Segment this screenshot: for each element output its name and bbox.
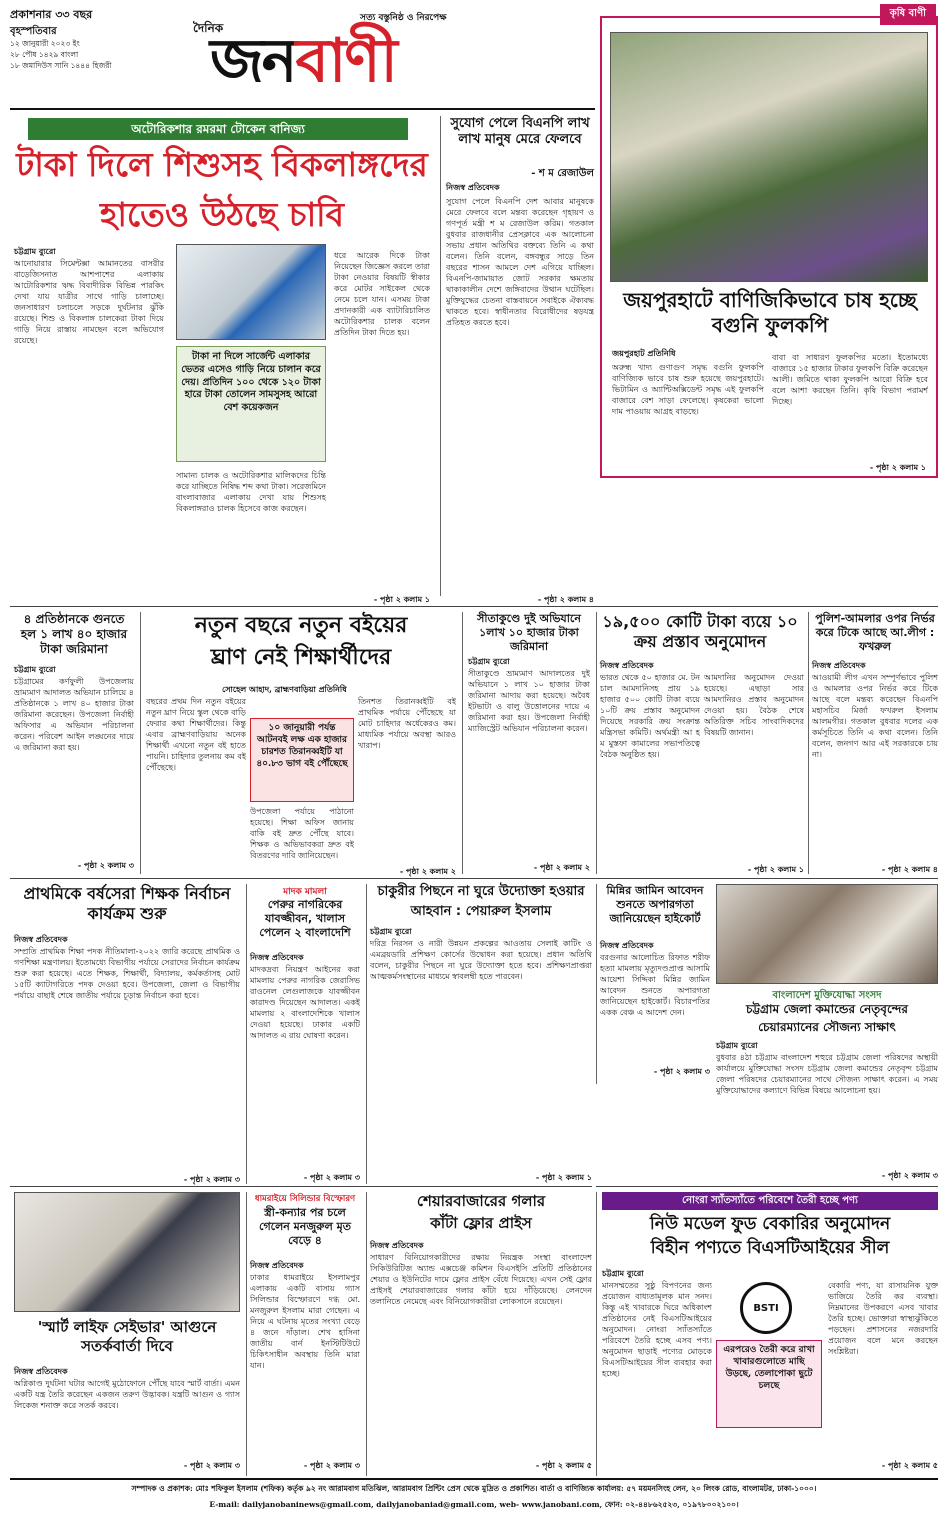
col-divider-fine <box>140 612 141 874</box>
police-byline: নিজস্ব প্রতিবেদক <box>812 660 866 670</box>
krishi-byline: জয়পুরহাট প্রতিনিধি <box>612 348 676 358</box>
row1-rule <box>10 606 938 607</box>
krishi-col2: বাবা বা সাধারণ ফুলকপির মতো। ইতোমধ্যে বাজারে ১৫ হাজার টাকার ফুলকপি বিক্রি করেছেন আলী। জমিতে থাকা ফুলকপি আরো বিক্রি হবে বলে আশা করছেন তিনি। কৃষি বিভাগ পরামর্শ দিচ্ছে। <box>772 353 928 407</box>
mukti-headline-1: চট্টগ্রাম জেলা কমান্ডের নেতৃবৃন্দের <box>745 1002 909 1016</box>
sitakunda-continued: - পৃষ্ঠা ২ কলাম ২ <box>533 862 590 872</box>
dhamrai-body: ঢাকার ধামরাইয়ে ইসলামপুর এলাকায় একটি বাসায় গ্যাস সিলিন্ডার বিস্ফোরণে দগ্ধ মো. মনজুরুল ইসলাম মারা গেছেন। এ নিয়ে এ ঘটনায় মৃতের সংখ্যা বেড়ে ৪ জনে দাঁড়াল। শেখ হাসিনা জাতীয় বার্ন ইনস্টিটিউটে চিকিৎসাধীন অবস্থায় তিনি মারা যান। <box>250 1273 360 1371</box>
masthead-date-en: ১২ জানুয়ারী ২০২৩ ইং <box>10 39 80 48</box>
krishi-headline: জয়পুরহাটে বাণিজিকিভাবে চাষ হচ্ছে বগুনি ফুলকপি <box>623 288 917 337</box>
mirpur-byline: নিজস্ব প্রতিবেদক <box>600 940 654 950</box>
bnp-headline: সুযোগ পেলে বিএনপি লাখ লাখ মানুষ মেরে ফেলবে <box>450 116 590 148</box>
autorickshaw-photo <box>176 244 326 340</box>
krishi-box <box>600 8 938 478</box>
share-headline-2: কাঁটা ফ্লোর প্রাইস <box>430 1214 532 1232</box>
books-headline-1: নতুন বছরে নতুন বইয়ের <box>194 613 408 638</box>
books-col3: তিনশত তিরানব্বইটি বই প্রাথমিক পর্যায়ে পৌঁছেছে যা মোট চাহিদার অর্ধেকেরও কম। মাধ্যমিক পর্যায়ে অবস্থা আরও খারাপ। <box>358 697 456 751</box>
books-col2: উপজেলা পর্যায়ে পাঠানো হয়েছে। শিক্ষা অফিস জানায় বাকি বই দ্রুত পৌঁছে যাবে। শিক্ষক ও অভিভাবকরা দ্রুত বই বিতরণের দাবি জানিয়েছেন। <box>250 807 354 861</box>
col-divider-purchase <box>808 612 809 874</box>
bakery-continued: - পৃষ্ঠা ২ কলাম ৫ <box>881 1460 938 1470</box>
mirpur-body: বরগুনার আলোচিত রিফাত শরীফ হত্যা মামলায় মৃত্যুদণ্ডপ্রাপ্ত আসামি আয়েশা সিদ্দিকা মিন্নির জামিন আবেদন শুনতে অপারগতা জানিয়েছেন হাইকোর্ট। বিচারপতির একক বেঞ্চ এ আদেশ দেন। <box>600 953 710 1018</box>
sitakunda-body: সীতাকুণ্ডে ভ্রাম্যমাণ আদালতের দুই অভিযানে ১ লাখ ১০ হাজার টাকা জরিমানা আদায় করা হয়েছে। অবৈধ ইটভাটা ও বালু উত্তোলনের দায়ে এ জরিমানা করা হয়। উপজেলা নির্বাহী ম্যাজিস্ট্রেট অভিযান পরিচালনা করেন। <box>468 669 590 734</box>
fine-continued: - পৃষ্ঠা ২ কলাম ৩ <box>77 860 134 870</box>
col-divider-dhamrai <box>366 1192 367 1476</box>
dhamrai-headline: স্ত্রী-কন্যার পর চলে গেলেন মনজুরুল মৃত বেড়ে ৪ <box>258 1206 352 1247</box>
drug-continued: - পৃষ্ঠা ২ কলাম ৩ <box>303 1172 360 1182</box>
entre-continued: - পৃষ্ঠা ২ কলাম ১ <box>535 1172 592 1182</box>
smartlife-headline: 'স্মার্ট লাইফ সেইভার' আগুনে সতর্কবার্তা দিবে <box>37 1318 217 1355</box>
bakery-headline-1: নিউ মডেল ফুড বেকারির অনুমোদন <box>649 1214 891 1234</box>
purchase-headline: ১৯,৫০০ কোটি টাকা ব্যয়ে ১০ ক্রয় প্রস্তাব অনুমোদন <box>602 612 798 651</box>
bakery-box: এরপরেও তৈরী করে রাখা খাবারগুলোতে মাছি উড়ছে, তেলাপোকা ছুটে চলছে <box>716 1340 822 1428</box>
row2-rule <box>10 878 938 879</box>
sitakunda-headline: সীতাকুণ্ডে দুই অভিযানে ১লাখ ১০ হাজার টাকা জরিমানা <box>477 612 581 653</box>
lead-col1: আনোয়ারার সিমেন্টক্সা আমানতের বাসরীর বাড়েজিসনাত আশপাশের এলাকায় আটোরিকশার ঋদ্ধ বিবাদীরিক বিভিন্ন পারকিং দেখা যায় যাত্রীর সাথে গাড়ি চালাচ্ছে। জনসাধারণ চলাচলে সড়কে দুর্ঘটনার ঝুঁকি রয়েছে। শিশু ও বিকলাঙ্গ চালকেরা টাকা দিয়ে গাড়ি নিয়ে রাস্তায় নামছেন বলে অভিযোগ রয়েছে। <box>14 259 164 346</box>
masthead-daily: দৈনিক <box>193 21 224 35</box>
fine-body: চট্টগ্রামের কর্ণফুলী উপজেলায় ভ্রাম্যমাণ আদালত অভিযান চালিয়ে ৪ প্রতিষ্ঠানকে ১ লাখ ৪০ হাজার টাকা জরিমানা করেছেন। উপজেলা নির্বাহী অফিসার এ অভিযান পরিচালনা করেন। পরিবেশ আইন লঙ্ঘনের দায়ে এ জরিমানা করা হয়। <box>14 677 134 753</box>
bakery-headline-2: বিহীন পণ্যতে বিএসটিআইয়ের সীল <box>650 1238 890 1258</box>
share-continued: - পৃষ্ঠা ২ কলাম ৫ <box>535 1460 592 1470</box>
col-divider-drug <box>366 884 367 1184</box>
books-byline: সোহেল আহাদ, ব্রাহ্মণবাড়িয়া প্রতিনিধি <box>222 684 347 694</box>
mukti-label: বাংলাদেশ মুক্তিযোদ্ধা সংসদ <box>772 990 882 1001</box>
col-divider-sitakunda <box>596 612 597 874</box>
masthead-date-bn: ২৮ পৌষ ১৪২৯ বাংলা <box>10 50 79 59</box>
purchase-continued: - পৃষ্ঠা ২ কলাম ১ <box>747 864 804 874</box>
dhamrai-continued: - পৃষ্ঠা ২ কলাম ৩ <box>303 1460 360 1470</box>
mukti-continued: - পৃষ্ঠা ২ কলাম ৩ <box>881 1170 938 1180</box>
logo-part-a: জন <box>210 26 296 96</box>
bnp-author: - শ ম রেজাউল <box>531 168 594 179</box>
tagline-left: প্রকাশনার ৩৩ বছর <box>10 8 93 21</box>
lead-headline-1: টাকা দিলে শিশুসহ বিকলাঙ্গদের <box>16 145 428 184</box>
smartlife-photo <box>14 1192 240 1312</box>
bnp-body: সুযোগ পেলে বিএনপি দেশ আবার মানুষকে মেরে ফেলবে বলে মন্তব্য করেছেন গৃহায়ণ ও গণপূর্ত মন্ত্রী শ ম রেজাউল করিম। গতকাল বুধবার রাজধানীর প্রেসক্লাবে এক আলোচনা সভায় প্রধান অতিথির বক্তব্যে তিনি এ কথা বলেন। তিনি বলেন, বঙ্গবন্ধুর সাড়ে তিন বছরের শাসন আমলে দেশ এগিয়ে যাচ্ছিল। বিএনপি-জামায়াত জোট সরকার ক্ষমতায় থাকাকালীন দেশে জঙ্গিবাদের উত্থান ঘটেছিল। মুক্তিযুদ্ধের চেতনা বাস্তবায়নে সবাইকে ঐক্যবদ্ধ থাকতে হবে। স্বাধীনতার বিরোধীদের ষড়যন্ত্র প্রতিহত করতে হবে। <box>446 197 594 328</box>
mirpur-headline: মিন্নির জামিন আবেদন শুনতে অপারগতা জানিয়েছেন হাইকোর্ট <box>606 884 704 925</box>
masthead-rule <box>10 108 595 110</box>
bakery-body-2: বেকারি পণ্য, যা রাসায়নিক যুক্ত ভাজিয়ে তৈরি কর ব্যবস্থা। নিম্নমানের উপকরণে এসব খাবার তৈরি হচ্ছে। ভোক্তারা স্বাস্থ্যঝুঁকিতে পড়ছেন। প্রশাসনের নজরদারি প্রয়োজন বলে মনে করছেন সংশ্লিষ্টরা। <box>828 1281 938 1357</box>
entre-headline-1: চাকুরীর পিছনে না ঘুরে উদ্যোক্তা হওয়ার <box>377 884 585 899</box>
books-box: ১০ জানুয়ারী পর্যন্ত আটনবই লক্ষ এক হাজার চারশত তিরানব্বইটি যা ৪০.৮৩ ভাগ বই পৌঁছেছে <box>250 718 354 802</box>
entre-byline: চট্টগ্রাম ব্যুরো <box>370 926 412 936</box>
lead-byline: চট্টগ্রাম ব্যুরো <box>14 246 56 256</box>
books-col1: বছরের প্রথম দিন নতুন বইয়ের নতুন ঘ্রাণ নিয়ে স্কুল থেকে বাড়ি ফেরার কথা শিক্ষার্থীদের। কিন্তু এবার ব্রাহ্মণবাড়িয়ায় অনেক শিক্ষার্থী এখনো নতুন বই হাতে পায়নি। চাহিদার তুলনায় কম বই পৌঁছেছে। <box>146 697 246 773</box>
col-divider-entre <box>596 884 597 1084</box>
drug-byline: নিজস্ব প্রতিবেদক <box>250 952 304 962</box>
bakery-body: মানসম্মতের সুষ্ঠু বিপণনের জন্য প্রয়োজন বাধ্যতামূলক মান সনদ। কিন্তু এই খাবারকে ঘিরে অধিকাংশ প্রতিষ্ঠানের নেই বিএসটিআইয়ের অনুমোদন। নোংরা স্যাঁতস্যাঁতে পরিবেশে তৈরি হচ্ছে এসব পণ্য। অনুমোদন ছাড়াই পণ্যের মোড়কে বিএসটিআইয়ের সীল ব্যবহার করা হচ্ছে। <box>602 1281 712 1379</box>
bnp-continued: - পৃষ্ঠা ২ কলাম ৪ <box>537 594 594 604</box>
entre-body: দরিদ্র নিরসন ও নারী উন্নয়ন প্রকল্পের আওতায় সেলাই কাটিং ও এমব্রয়ডারি প্রশিক্ষণ কোর্সের উদ্বোধন করা হয়েছে। প্রধান অতিথি বলেন, চাকুরীর পিছনে না ঘুরে উদ্যোক্তা হতে হবে। প্রশিক্ষণপ্রাপ্তরা আত্মকর্মসংস্থানের মাধ্যমে স্বাবলম্বী হতে পারবেন। <box>370 939 592 982</box>
entre-headline-2: আহবান : পেয়ারুল ইসলাম <box>410 904 552 919</box>
fine-headline: ৪ প্রতিষ্ঠানকে গুনতে হল ১ লাখ ৪০ হাজার টাকা জরিমানা <box>20 612 128 656</box>
drug-kicker: মাদক মামলা <box>283 887 327 897</box>
lead-continued: - পৃষ্ঠা ২ কলাম ১ <box>373 594 430 604</box>
col-divider-books <box>462 612 463 874</box>
col-divider-primary <box>246 884 247 1184</box>
smartlife-byline: নিজস্ব প্রতিবেদক <box>14 1366 68 1376</box>
bsti-logo <box>740 1282 792 1334</box>
mukti-byline: চট্টগ্রাম ব্যুরো <box>716 1040 758 1050</box>
mirpur-continued: - পৃষ্ঠা ২ কলাম ৩ <box>653 1066 710 1076</box>
masthead-motto: সত্য বস্তুনিষ্ঠ ও নিরপেক্ষ <box>360 13 447 23</box>
drug-body: মাদকদ্রব্য নিয়ন্ত্রণ আইনের করা মামলায় পেরুর নাগরিক জেরাসিভ রাওনেল লেগুলাজকে যাবজ্জীবন কারাদণ্ড দিয়েছেন আদালত। একই মামলায় ২ বাংলাদেশিকে খালাস দেওয়া হয়েছে। ঢাকার একটি আদালত এ রায় ঘোষণা করেন। <box>250 965 360 1041</box>
share-body: সাধারণ বিনিয়োগকারীদের রক্ষায় নিয়ন্ত্রক সংস্থা বাংলাদেশ সিকিউরিটিজ অ্যান্ড এক্সচেঞ্জ কমিশন বিএসইসি প্রতিটি প্রতিষ্ঠানের শেয়ার ও ইউনিটের দামে ফ্লোর প্রাইস বেঁধে দিয়েছে। এখন সেই ফ্লোর প্রাইসই শেয়ারবাজারের গলার কাঁটা হয়ে দাঁড়িয়েছে। লেনদেন তলানিতে নেমেছে এবং বিনিয়োগকারীরা লোকসানে রয়েছেন। <box>370 1253 592 1307</box>
fine-byline: চট্টগ্রাম ব্যুরো <box>14 664 56 674</box>
primary-byline: নিজস্ব প্রতিবেদক <box>14 934 68 944</box>
meeting-photo <box>716 884 938 984</box>
dhamrai-byline: নিজস্ব প্রতিবেদক <box>250 1260 304 1270</box>
bsti-logo-text: BSTI <box>753 1302 779 1314</box>
drug-headline: পেরুর নাগরিকের যাবজ্জীবন, খালাস পেলেন ২ বাংলাদেশি <box>259 898 351 939</box>
purchase-byline: নিজস্ব প্রতিবেদক <box>600 660 654 670</box>
police-headline: পুলিশ-আমলার ওপর নির্ভর করে টিকে আছে আ.লীগ : ফখরুল <box>815 612 935 653</box>
smartlife-body: অগ্নিকাণ্ড দুর্ঘটনা ঘটার আগেই মুঠোফোনে পৌঁছে যাবে স্মার্ট বার্তা। এমন একটি যন্ত্র তৈরি করেছেন একজন তরুণ উদ্ভাবক। যন্ত্রটি আগুন ও গ্যাস লিকেজ শনাক্ত করে সতর্ক করবে। <box>14 1379 240 1411</box>
primary-continued: - পৃষ্ঠা ২ কলাম ৩ <box>183 1174 240 1184</box>
col-divider-share <box>596 1192 597 1476</box>
share-byline: নিজস্ব প্রতিবেদক <box>370 1240 424 1250</box>
masthead-logo <box>210 26 396 96</box>
col-divider-bnp <box>440 116 441 596</box>
logo-part-b: বাণী <box>295 26 396 96</box>
row3-rule-right <box>596 1186 938 1187</box>
masthead-date-hijri: ১৮ জমাদিউস সানি ১৪৪৪ হিজরী <box>10 61 112 70</box>
krishi-label: কৃষি বাণী <box>880 4 936 25</box>
books-continued: - পৃষ্ঠা ২ কলাম ২ <box>399 866 456 876</box>
lead-headline-2: হাতেও উঠছে চাবি <box>100 195 344 234</box>
lead-kicker: অটোরিকশার রমরমা টোকেন বানিজ্য <box>28 118 408 140</box>
footer-rule <box>10 1478 938 1480</box>
footer-contact: E-mail: dailyjanobaninews@gmail.com, dailyjanobaniad@gmail.com, web- www.janobani.com, ফোন: ০২-৪৪৮৬২৫২৩, ০১৯৭৮০০২১০০। <box>209 1500 739 1509</box>
masthead-day: বৃহস্পতিবার <box>10 26 57 37</box>
primary-headline: প্রাথমিকে বর্ষসেরা শিক্ষক নির্বাচন কার্যক্রম শুরু <box>23 884 231 923</box>
col-divider-smartlife <box>246 1192 247 1476</box>
bnp-byline: নিজস্ব প্রতিবেদক <box>446 182 500 192</box>
police-body: আওয়ামী লীগ এখন সম্পূর্ণভাবে পুলিশ ও আমলার ওপর নির্ভর করে টিকে আছে বলে মন্তব্য করেছেন বিএনপি মহাসচিব মির্জা ফখরুল ইসলাম আলমগীর। গতকাল বুধবার দলের এক কর্মসূচিতে তিনি এ কথা বলেন। তিনি বলেন, জনগণ আর এই সরকারকে চায় না। <box>812 673 938 760</box>
cauliflower-farmer-photo <box>610 32 928 282</box>
row3-rule-left <box>10 1186 592 1187</box>
krishi-col1: অরুন্ধ খাদ্য গুণাগুণ সমৃদ্ধ বগুনি ফুলকপি বাণিজ্যিক ভাবে চাষ শুরু হয়েছে জয়পুরহাটে। ভিটামিন ও অ্যান্টিঅক্সিডেন্ট সমৃদ্ধ এই ফুলকপি বাজারে বেশ সাড়া ফেলেছে। কৃষকেরা ভালো দাম পাওয়ায় আগ্রহ বাড়ছে। <box>612 363 764 417</box>
sitakunda-byline: চট্টগ্রাম ব্যুরো <box>468 656 510 666</box>
purchase-col2: আমদানির অনুমোদন দেওয়া হয়েছে। এছাড়া সার আমদানিরও প্রস্তাব অনুমোদন দেওয়া হয়। বৈঠক শেষে অতিরিক্ত সচিব সাংবাদিকদের বিষয়টি জানান। <box>704 673 804 738</box>
books-headline-2: ঘ্রাণ নেই শিক্ষার্থীদের <box>210 645 392 670</box>
bakery-kicker: নোংরা স্যাঁতস্যাঁতে পরিবেশে তৈরী হচ্ছে পণ্য <box>602 1192 938 1210</box>
krishi-continued: - পৃষ্ঠা ২ কলাম ১ <box>869 462 926 472</box>
bakery-byline: চট্টগ্রাম ব্যুরো <box>602 1268 644 1278</box>
purchase-col1: ভারত থেকে ৫০ হাজার মে. টন চাল আমদানিসহ প্রায় ১৯ হাজার ৫০০ কোটি টাকা ব্যয়ে ১০টি ক্রয় প্রস্তাব অনুমোদন দিয়েছে সরকারি ক্রয় সংক্রান্ত মন্ত্রিসভা কমিটি। অর্থমন্ত্রী আ হ ম মুস্তফা কামালের সভাপতিত্বে বৈঠক অনুষ্ঠিত হয়। <box>600 673 700 760</box>
primary-body: সম্প্রতি প্রাথমিক শিক্ষা পদক নীতিমালা-২০২২ জারি করেছে প্রাথমিক ও গণশিক্ষা মন্ত্রণালয়। ইতোমধ্যে বিভাগীয় পর্যায়ে সেরাদের নির্বাচন কার্যক্রম শুরু করা হয়েছে। এতে শিক্ষক, শিক্ষার্থী, বিদ্যালয়, কর্মকর্তাসহ মোট ১৫টি ক্যাটাগরিতে পদক দেওয়া হবে। উপজেলা, জেলা ও বিভাগীয় পর্যায়ে বাছাই শেষে জাতীয় পর্যায়ে চূড়ান্ত নির্বাচন করা হবে। <box>14 947 240 1001</box>
share-headline-1: শেয়ারবাজারের গলার <box>416 1192 546 1210</box>
footer-imprint: সম্পাদক ও প্রকাশক: মোঃ শফিকুল ইসলাম (শফিক) কর্তৃক ৯২ নং আরামবাগ মতিঝিল, আরামবাগ প্রিন্টিং প্রেস থেকে মুদ্রিত ও প্রকাশিত। বার্তা ও বাণিজ্যিক কার্যালয়: ৫৭ ময়মনসিংহ লেন, ২০ লিংক রোড, বাংলামটর, ঢাকা-১০০০। <box>131 1484 817 1493</box>
mukti-body: বুধবার ৪ঠা চট্টগ্রাম বাংলাদেশ শহুরে চট্টগ্রাম জেলা পরিষদের অস্থায়ী কার্যালয়ে মুক্তিযোদ্ধা সংসদ চট্টগ্রাম জেলা কমান্ডের নেতৃবৃন্দ চট্টগ্রাম জেলা পরিষদের চেয়ারম্যানের সাথে সৌজন্য সাক্ষাৎ করেন। এ সময় মুক্তিযোদ্ধাদের কল্যাণে বিভিন্ন বিষয়ে আলোচনা হয়। <box>716 1053 938 1096</box>
lead-pullquote: টাকা না দিলে সার্জেন্ট এলাকার ভেতর এসেও গাড়ি নিয়ে চালান করে দেয়। প্রতিদিন ১০০ থেকে ১২০ টাকা হারে টাকা তোলেন সামসুসহ আরো বেশ কয়েকজন <box>176 346 326 462</box>
masthead <box>10 6 600 110</box>
dhamrai-kicker: ধামরাইয়ে সিলিন্ডার বিস্ফোরণ <box>254 1194 356 1204</box>
police-continued: - পৃষ্ঠা ২ কলাম ৪ <box>881 864 938 874</box>
lead-col2: সামান্য চালক ও অটোরিকশার মালিকদের চিন্তি করে যাচ্ছিতে নিষিদ্ধ শব্দ কথা টাকা। সরেজমিনে বাংলাবাজার এলাকায় দেখা যায় শিশুসহ বিকলাঙ্গরাও চালক হিসেবে কাজ করছেন। <box>176 471 326 514</box>
smartlife-continued: - পৃষ্ঠা ২ কলাম ৩ <box>183 1460 240 1470</box>
mukti-headline-2: চেয়ারম্যানের সৌজন্য সাক্ষাৎ <box>758 1020 896 1034</box>
lead-col3: ধরে আরেক দিকে টাকা নিয়েছেন জিজ্ঞেস করলে তারা টাকা নেওয়ার বিষয়টি স্বীকার করে মোটর সাইকেল থেকে নেমে চলে যান। এসময় টাকা প্রদানকারী এক ব্যাটারিচালিত অটোরিকশার চালক বলেন প্রতিদিন টাকা দিতে হয়। <box>334 251 430 338</box>
